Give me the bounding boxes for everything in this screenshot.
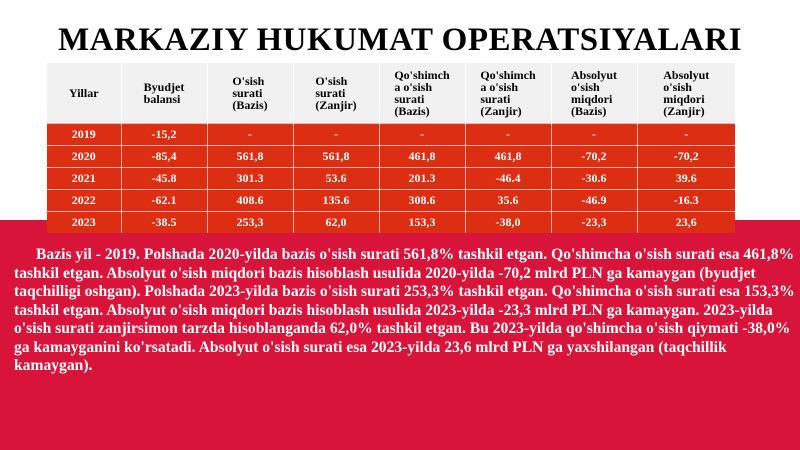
table-body	[47, 124, 735, 234]
value-cell: -46.4	[465, 168, 551, 190]
year-cell: 2021	[47, 168, 121, 190]
value-cell: 561,8	[293, 146, 379, 168]
table-row	[47, 168, 735, 190]
value-cell: 23,6	[637, 212, 735, 234]
value-cell: 253,3	[207, 212, 293, 234]
header-byudjet-balansi: Byudjet balansi	[121, 63, 207, 124]
value-cell: -	[637, 124, 735, 146]
value-cell: 39.6	[637, 168, 735, 190]
year-cell: 2019	[47, 124, 121, 146]
header-osish-surati-bazis: O'sish surati (Bazis)	[207, 63, 293, 124]
value-cell: -	[293, 124, 379, 146]
year-cell: 2023	[47, 212, 121, 234]
value-cell: -	[465, 124, 551, 146]
operations-table	[47, 63, 735, 233]
value-cell: -46.9	[551, 190, 637, 212]
header-yillar: Yillar	[47, 63, 121, 124]
table-row	[47, 124, 735, 146]
value-cell: -15,2	[121, 124, 207, 146]
value-cell: 62,0	[293, 212, 379, 234]
value-cell: -38.5	[121, 212, 207, 234]
header-osish-surati-zanjir: O'sish surati (Zanjir)	[293, 63, 379, 124]
header-qoshimcha-osish-zanjir: Qo'shimch a o'sish surati (Zanjir)	[465, 63, 551, 124]
year-cell: 2020	[47, 146, 121, 168]
header-qoshimcha-osish-bazis: Qo'shimch a o'sish surati (Bazis)	[379, 63, 465, 124]
value-cell: 308.6	[379, 190, 465, 212]
value-cell: -70,2	[637, 146, 735, 168]
value-cell: 201.3	[379, 168, 465, 190]
explanation-paragraph: Bazis yil - 2019. Polshada 2020-yilda bazis o'sish surati 561,8% tashkil etgan. Qo'shimcha o'sish surati esa 461,8% tashkil etgan. Absolyut o'sish miqdori bazis hisoblash usulida 2020-yilda -70,2 mlrd PLN ga kamaygan (byudjet taqchilligi oshgan). Polshada 2023-yilda bazis o'sish surati 253,3% tashkil etgan. Qo'shimcha o'sish surati esa 153,3% tashkil etgan. Absolyut o'sish miqdori bazis hisoblash usulida 2023-yilda -23,3 mlrd PLN ga kamaygan. 2023-yilda o'sish surati zanjirsimon tarzda hisoblanganda 62,0% tashkil etgan. Bu 2023-yilda qo'shimcha o'sish qiymati -38,0% ga kamayganini ko'rsatadi. Absolyut o'sish surati esa 2023-yilda 23,6 mlrd PLN ga yaxshilangan (taqchillik kamaygan).	[14, 246, 795, 374]
value-cell: 561,8	[207, 146, 293, 168]
value-cell: -	[551, 124, 637, 146]
value-cell: -16.3	[637, 190, 735, 212]
header-absolyut-osish-bazis: Absolyut o'sish miqdori (Bazis)	[551, 63, 637, 124]
value-cell: 135.6	[293, 190, 379, 212]
value-cell: 301.3	[207, 168, 293, 190]
table-header-row	[47, 63, 735, 124]
slide-title: MARKAZIY HUKUMAT OPERATSIYALARI	[57, 22, 743, 58]
value-cell: -	[207, 124, 293, 146]
value-cell: 461,8	[379, 146, 465, 168]
year-cell: 2022	[47, 190, 121, 212]
header-absolyut-osish-zanjir: Absolyut o'sish miqdori (Zanjir)	[637, 63, 735, 124]
value-cell: 153,3	[379, 212, 465, 234]
value-cell: -70,2	[551, 146, 637, 168]
value-cell: -23,3	[551, 212, 637, 234]
value-cell: 53.6	[293, 168, 379, 190]
value-cell: -45.8	[121, 168, 207, 190]
value-cell: -85,4	[121, 146, 207, 168]
value-cell: -62.1	[121, 190, 207, 212]
value-cell: -	[379, 124, 465, 146]
value-cell: 408.6	[207, 190, 293, 212]
value-cell: 461,8	[465, 146, 551, 168]
table-row	[47, 212, 735, 234]
value-cell: -30.6	[551, 168, 637, 190]
value-cell: 35.6	[465, 190, 551, 212]
value-cell: -38,0	[465, 212, 551, 234]
table-row	[47, 146, 735, 168]
table-row	[47, 190, 735, 212]
